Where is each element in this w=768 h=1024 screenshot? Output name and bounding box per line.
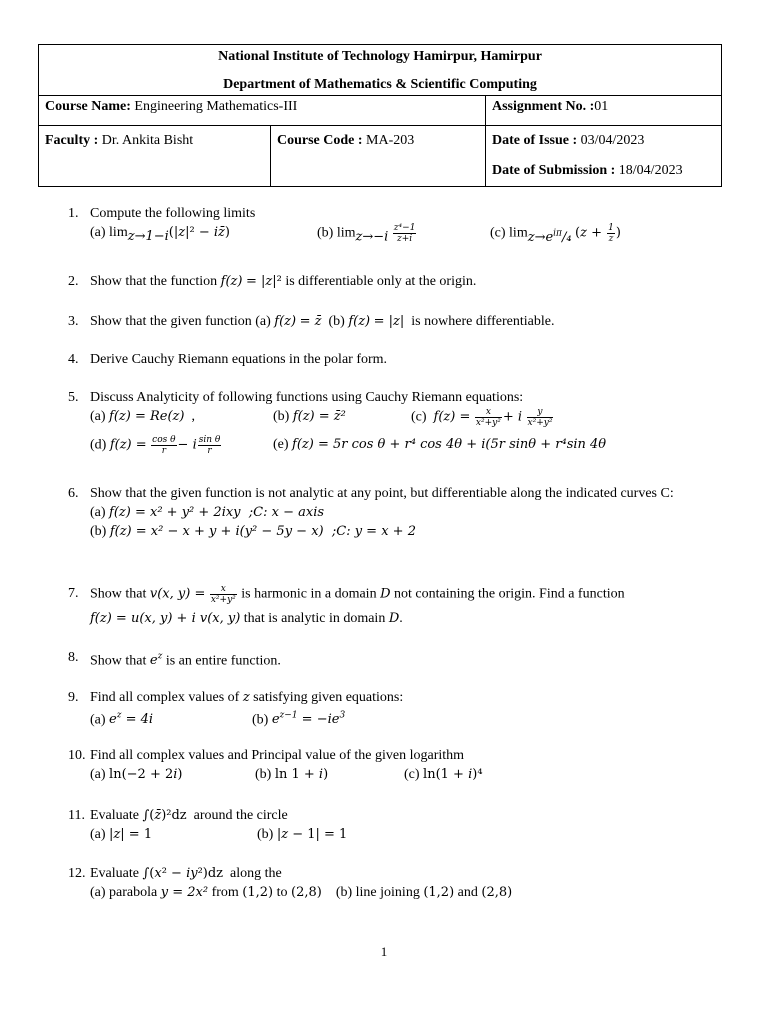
issue-date: 03/04/2023 [580, 133, 645, 148]
course-name: Engineering Mathematics-III [134, 99, 298, 114]
issue-label: Date of Issue : [492, 133, 578, 148]
course-name-label: Course Name: [45, 99, 131, 114]
submission-date: 18/04/2023 [618, 163, 683, 178]
question-1: 1. Compute the following limits (a) $\lim_{z\to 1-i}(|z|^2$ − iz̄) (b) $\lim_{z\to-i}$ $\frac{\text{z⁴−1}}{z+i}$ (c) $\lim_{z\to e^{i\pi}/_4} (z$ + $\frac{1}{z}$ ) [68, 204, 708, 243]
question-10-parts: (a) ln(−2 + 2i) (b) ln 1 + i) (c) ln(1 + i)⁴ [90, 767, 483, 782]
institute-name: National Institute of Technology Hamirpur, Hamirpur [218, 49, 542, 64]
question-1-parts: (a) $\lim_{z\to 1-i}(|z|^2$ − iz̄) (b) $\lim_{z\to-i}$ $\frac{\text{z⁴−1}}{z+i}$ (c) $\lim_{z\to e^{i\pi}/_4} (z$ + $\frac{1}{z}$ ) [90, 223, 621, 245]
question-5-parts-row1: (a) f(z) = Re(z) , (b) f(z) = z̄² (c) f(z) = $\frac{x}{\text{x²+y²}}$ + i $\frac{y}{\text{x²+y²}}$ [90, 407, 553, 428]
question-5: 5. Discuss Analyticity of following functions using Cauchy Riemann equations: (a) f(z) = Re(z) , (b) f(z) = z̄² (c) f(z) = $\frac{x}{\text{x²+y²}}$ + i $\frac{y}{\text{x²+y²}}$ (d) f(z) = $\frac{\text{cos θ}}{r}$ − i $\frac{\text{sin θ}}{r}$ (e) f(z) = 5r cos θ + r⁴ cos 4θ + i(5r sinθ + r⁴sin 4θ [68, 388, 708, 455]
question-2: 2. Show that the function f(z) = |z|² is differentiable only at the origin. [68, 274, 477, 289]
assignment-cell [486, 96, 722, 126]
faculty-label: Faculty : [45, 133, 99, 148]
dates-cell [486, 126, 722, 187]
question-9-parts: (a) $e^z = 4i$ (b) $e^{z-1} = -ie^3$ [90, 711, 346, 728]
faculty-name: Dr. Ankita Bisht [101, 133, 194, 148]
question-10: 10. Find all complex values and Principal value of the given logarithm (a) ln(−2 + 2i) (b) ln 1 + i) (c) ln(1 + i)⁴ [68, 746, 708, 785]
faculty-cell [39, 126, 271, 187]
question-7: 7. Show that v(x, y) = $\frac{x}{\text{x²+y²}}$ is harmonic in a domain D not containing the origin. Find a function f(z) = u(x, y) + i v(x, y) that is analytic in domain D. [68, 584, 625, 626]
course-code-cell [271, 126, 486, 187]
question-9: 9. Find all complex values of z satisfying given equations: (a) $e^z = 4i$ (b) $e^{z-1} = -ie^3$ [68, 688, 708, 727]
question-11: 11. Evaluate ∫(z̄)²dz around the circle (a) |z| = 1 (b) |z − 1| = 1 [68, 806, 708, 845]
page-number: 1 [380, 944, 388, 959]
course-name-cell [39, 96, 486, 126]
question-5-parts-row2: (d) f(z) = $\frac{\text{cos θ}}{r}$ − i $\frac{\text{sin θ}}{r}$ (e) f(z) = 5r cos θ + r⁴ cos 4θ + i(5r sinθ + r⁴sin 4θ [90, 435, 607, 456]
header-title-cell [39, 45, 722, 96]
department-name: Department of Mathematics & Scientific Computing [223, 77, 537, 92]
course-code: MA-203 [366, 133, 415, 148]
assignment-label: Assignment No. : [492, 99, 595, 114]
question-12: 12. Evaluate ∫(x² − iy²)dz along the (a) parabola y = 2x² from (1,2) to (2,8) (b) line joining (1,2) and (2,8) [68, 866, 513, 900]
course-code-label: Course Code : [277, 133, 363, 148]
question-4: 4. Derive Cauchy Riemann equations in the polar form. [68, 352, 388, 367]
question-6: 6. Show that the given function is not analytic at any point, but differentiable along the indicated curves C: (a) f(z) = x² + y² + 2ixy ;C: x − axis (b) f(z) = x² − x + y + i(y² − 5y − x) ;C: y = x + 2 [68, 486, 674, 539]
assignment-no: 01 [594, 99, 609, 114]
question-1-text: Compute the following limits [90, 206, 256, 221]
question-11-parts: (a) |z| = 1 (b) |z − 1| = 1 [90, 827, 348, 842]
question-8: 8. Show that $e^z$ is an entire function. [68, 650, 281, 669]
submission-label: Date of Submission : [492, 163, 616, 178]
question-3: 3. Show that the given function (a) f(z) = z̄ (b) f(z) = |z| is nowhere differentiable. [68, 314, 555, 329]
header-table [38, 44, 722, 187]
